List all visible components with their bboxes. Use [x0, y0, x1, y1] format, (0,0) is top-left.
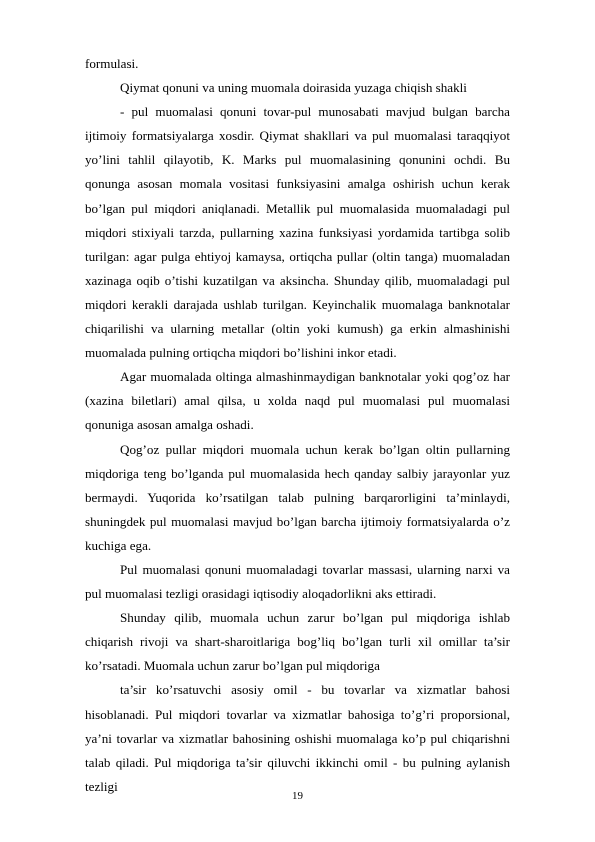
- paragraph: - pul muomalasi qonuni tovar-pul munosabati mavjud bulgan barcha ijtimoiy formatsiyalarga xosdir. Qiymat shakllari va pul muomalasi taraqqiyot yo’lini tahlil qilayotib, K. Marks pul muomalasining qonunini ochdi. Bu qonunga asosan momala vositasi funksiyasini amalga oshirish uchun kerak bo’lgan pul miqdori aniqlanadi. Metallik pul muomalasida muomaladagi pul miqdori stixiyali tarzda, pullarning xazina funksiyasi yordamida tartibga solib turilgan: agar pulga ehtiyoj kamaysa, ortiqcha pullar (oltin tanga) muomaladan xazinaga oqib o’tishi kuzatilgan va aksincha. Shunday qilib, muomaladagi pul miqdori kerakli darajada ushlab turilgan. Keyinchalik muomalaga banknotalar chiqarilishi va ularning metallar (oltin yoki kumush) ga erkin almashinishi muomalada pulning ortiqcha miqdori bo’lishini inkor etadi.: [85, 104, 510, 361]
- page-number: 19: [292, 790, 303, 802]
- document-body: [85, 52, 510, 799]
- paragraph-heading: Qiymat qonuni va uning muomala doirasida yuzaga chiqish shakli: [120, 80, 467, 96]
- paragraph: Pul muomalasi qonuni muomaladagi tovarlar massasi, ularning narxi va pul muomalasi tezligi orasidagi iqtisodiy aloqadorlikni aks ettiradi.: [85, 561, 510, 602]
- paragraph: Qog’oz pullar miqdori muomala uchun kerak bo’lgan oltin pullarning miqdoriga teng bo’lganda pul muomalasida hech qanday salbiy jarayonlar yuz bermaydi. Yuqorida ko’rsatilgan talab pulning barqarorligini ta’minlaydi, shuningdek pul muomalasi mavjud bo’lgan barcha ijtimoiy formatsiyalarda o’z kuchiga ega.: [85, 441, 510, 553]
- paragraph-continuation: formulasi.: [85, 56, 139, 71]
- paragraph: ta’sir ko’rsatuvchi asosiy omil - bu tovarlar va xizmatlar bahosi hisoblanadi. Pul miqdori tovarlar va xizmatlar bahosiga to’g’ri proporsional, ya’ni tovarlar va xizmatlar bahosining oshishi muomalaga ko’p pul chiqarishni talab qiladi. Pul miqdoriga ta’sir qiluvchi ikkinchi omil - bu pulning aylanish tezligi: [85, 682, 510, 794]
- paragraph: Agar muomalada oltinga almashinmaydigan banknotalar yoki qog’oz har (xazina biletlari) amal qilsa, u xolda naqd pul muomalasi pul muomalasi qonuniga asosan amalga oshadi.: [85, 369, 510, 433]
- paragraph: Shunday qilib, muomala uchun zarur bo’lgan pul miqdoriga ishlab chiqarish rivoji va shart-sharoitlariga bog’liq bo’lgan turli xil omillar ta’sir ko’rsatadi. Muomala uchun zarur bo’lgan pul miqdoriga: [85, 610, 510, 674]
